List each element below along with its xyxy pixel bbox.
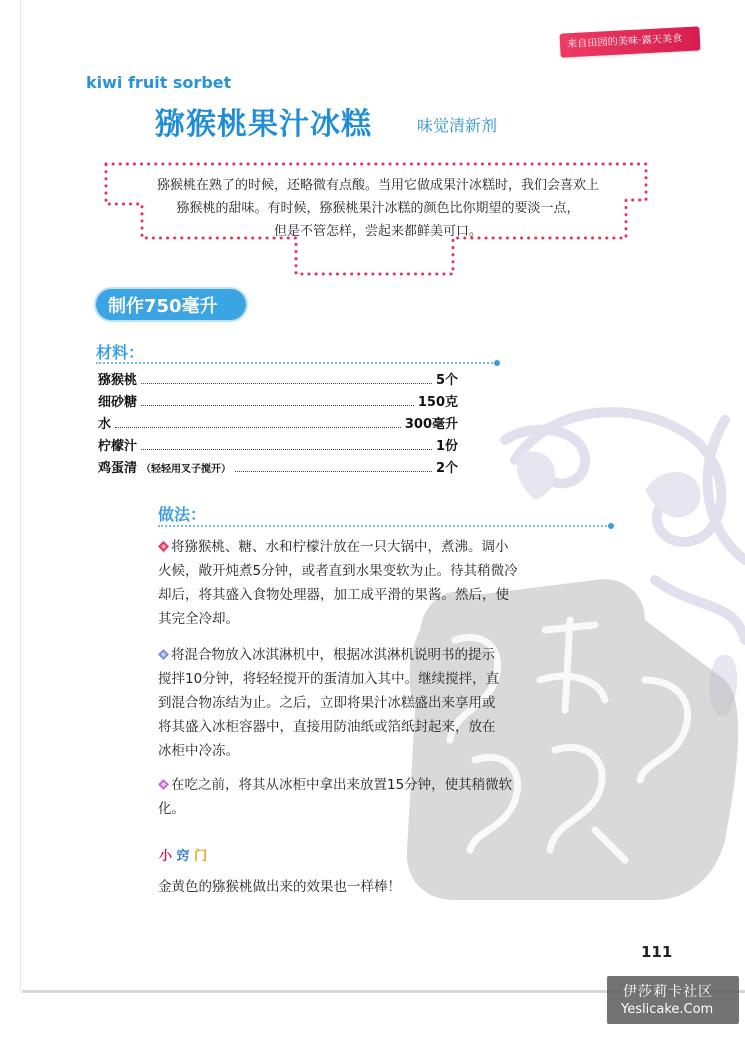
intro-text <box>108 174 648 243</box>
method-step <box>158 643 578 763</box>
page-edge <box>20 0 21 993</box>
yield-badge <box>96 289 246 320</box>
divider-dot <box>494 360 500 366</box>
step-line: 在吃之前，将其从冰柜中拿出来放置15分钟，使其稍微软 <box>171 777 513 793</box>
leader-dots <box>141 449 432 450</box>
watermark-line-1: 伊莎莉卡社区 <box>623 984 713 1000</box>
leader-dots <box>235 471 432 472</box>
ingredients-divider <box>96 362 496 364</box>
ingredient-name: 柠檬汁 <box>98 439 138 454</box>
ingredient-row <box>98 413 458 435</box>
step-line: 其完全冷却。 <box>158 611 239 627</box>
step-2-icon <box>158 649 169 660</box>
step-line: 火候，敞开炖煮5分钟，或者直到水果变软为止。待其稍微冷 <box>158 563 518 579</box>
divider-dot <box>608 523 614 529</box>
leader-dots <box>115 427 401 428</box>
tip-heading-char: 小 <box>159 849 173 864</box>
ingredients-heading: 材料： <box>96 343 145 362</box>
ingredient-qty: 2个 <box>435 461 458 476</box>
method-heading: 做法： <box>158 505 207 524</box>
intro-line: 但是不管怎样，尝起来都鲜美可口。 <box>273 224 482 239</box>
ingredient-name: 细砂糖 <box>98 395 138 410</box>
leader-dots <box>141 405 414 406</box>
yield-label: 制作750毫升 <box>108 296 218 317</box>
ingredient-name: 鸡蛋清 <box>98 461 138 476</box>
ingredient-row <box>98 435 458 457</box>
step-line: 化。 <box>158 801 185 817</box>
ingredient-name: 水 <box>98 417 112 432</box>
tip-heading-char: 窍 <box>176 849 190 864</box>
ingredient-row <box>98 369 458 391</box>
step-line: 冰柜中冷冻。 <box>158 743 239 759</box>
ingredient-qty: 150克 <box>417 395 458 410</box>
chapter-ribbon <box>559 26 700 57</box>
step-line: 将猕猴桃、糖、水和柠檬汁放在一只大锅中，煮沸。调小 <box>171 539 509 555</box>
intro-line: 猕猴桃在熟了的时候，还略微有点酸。当用它做成果汁冰糕时，我们会喜欢上 <box>156 178 599 193</box>
watermark-line-2: Yeslicake.Com <box>621 1002 714 1017</box>
leader-dots <box>141 383 432 384</box>
step-line: 将其盛入冰柜容器中，直接用防油纸或箔纸封起来，放在 <box>158 719 496 735</box>
step-line: 搅拌10分钟，将轻轻搅开的蛋清加入其中。继续搅拌，直 <box>158 671 500 687</box>
ingredient-row <box>98 391 458 413</box>
step-1-icon <box>158 541 169 552</box>
step-line: 却后，将其盛入食物处理器，加工成平滑的果酱。然后，使 <box>158 587 509 603</box>
method-divider <box>158 525 610 527</box>
step-3-icon <box>158 779 169 790</box>
site-watermark <box>607 976 739 1024</box>
ingredient-qty: 300毫升 <box>404 417 458 432</box>
recipe-title: 猕猴桃果汁冰糕 <box>155 107 372 142</box>
step-line: 将混合物放入冰淇淋机中，根据冰淇淋机说明书的提示 <box>171 647 495 663</box>
ingredient-note: （轻轻用叉子搅开） <box>141 464 232 475</box>
recipe-subtitle: 味觉清新剂 <box>417 116 498 135</box>
ribbon-text: 来自田园的美味·露天美食 <box>566 33 683 51</box>
tip-heading-char: 门 <box>194 849 208 864</box>
ingredient-qty: 5个 <box>435 373 458 388</box>
intro-line: 猕猴桃的甜味。有时候，猕猴桃果汁冰糕的颜色比你期望的要淡一点， <box>176 201 580 216</box>
method-step <box>158 773 578 821</box>
step-line: 到混合物冻结为止。之后，立即将果汁冰糕盛出来享用或 <box>158 695 496 711</box>
tip-heading <box>159 845 207 864</box>
page-number: 111 <box>641 943 673 961</box>
tip-text: 金黄色的猕猴桃做出来的效果也一样棒！ <box>158 879 401 895</box>
ingredient-row <box>98 457 458 479</box>
method-step <box>158 535 578 631</box>
ingredient-qty: 1份 <box>435 439 458 454</box>
english-title: kiwi fruit sorbet <box>86 73 232 92</box>
ingredient-name: 猕猴桃 <box>98 373 138 388</box>
